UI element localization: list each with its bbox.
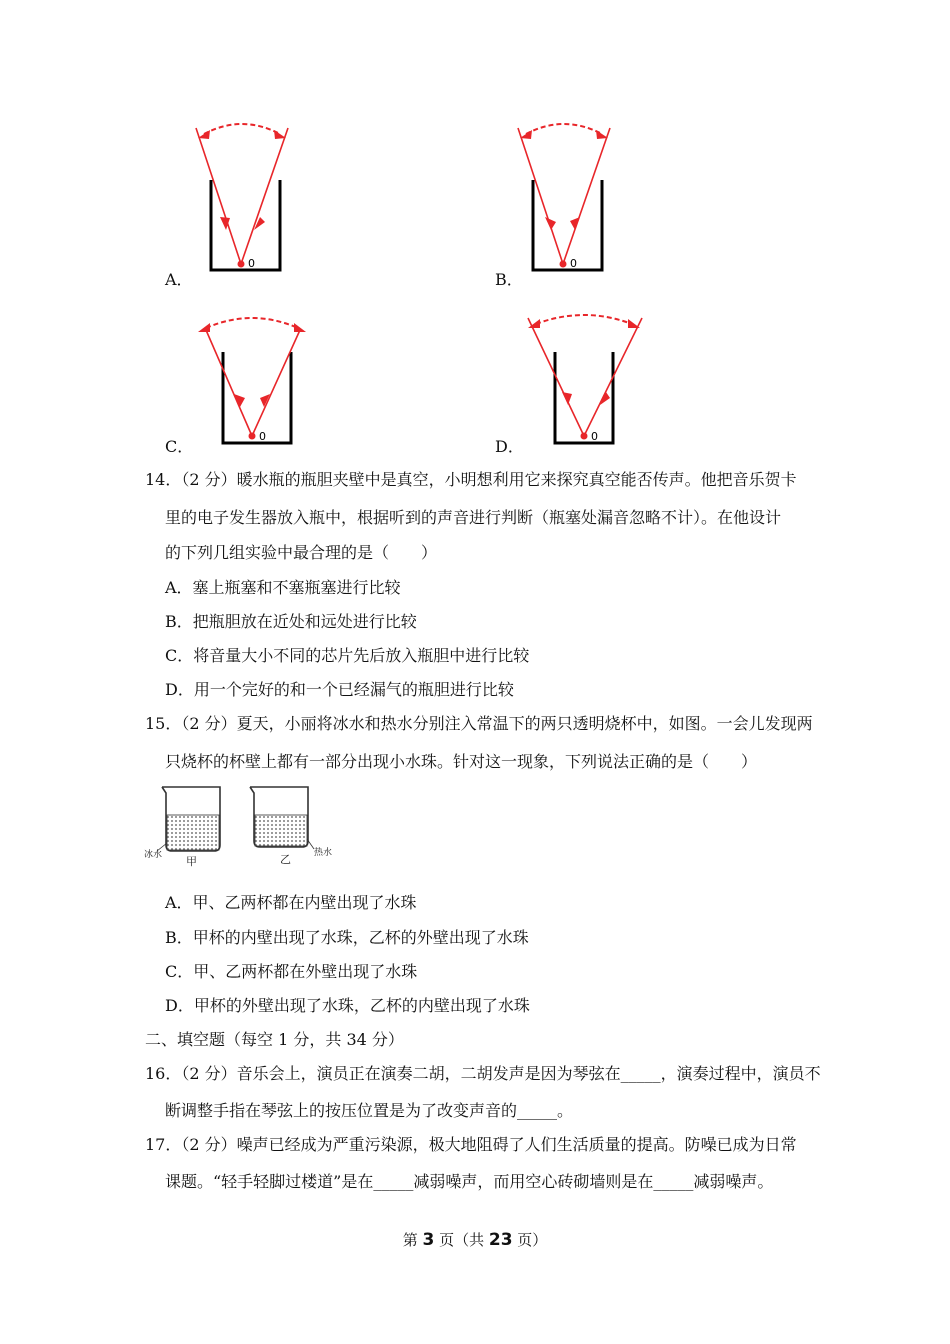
option-d-figure	[522, 312, 647, 447]
q17-stem-line1: 17．（2 分）噪声已经成为严重污染源，极大地阻碍了人们生活质量的提高。防噪已成为日常	[145, 1135, 797, 1154]
q14-stem-line2: 里的电子发生器放入瓶中，根据听到的声音进行判断（瓶塞处漏音忽略不计）。在他设计	[165, 508, 782, 527]
beakers-figure	[142, 783, 342, 868]
q15-stem-line2: 只烧杯的杯壁上都有一部分出现小水珠。针对这一现象，下列说法正确的是（ ）	[165, 752, 758, 771]
point-zero-label: 0	[248, 257, 255, 270]
footer-prefix: 第	[402, 1231, 423, 1249]
option-a-figure	[190, 122, 300, 274]
point-zero-label: 0	[570, 257, 577, 270]
q15-option-c: C．甲、乙两杯都在外壁出现了水珠	[165, 962, 418, 981]
page-footer	[0, 1229, 950, 1250]
q14-option-a: A．塞上瓶塞和不塞瓶塞进行比较	[165, 578, 401, 597]
footer-suffix: 页）	[512, 1231, 548, 1249]
point-zero-label: 0	[591, 430, 598, 443]
label-hot-water: 热水	[314, 848, 333, 858]
q14-option-b: B．把瓶胆放在近处和远处进行比较	[165, 612, 417, 631]
option-c-label: C．	[165, 437, 194, 456]
q14-stem-line1: 14．（2 分）暖水瓶的瓶胆夹壁中是真空，小明想利用它来探究真空能否传声。他把音乐贺卡	[145, 470, 797, 489]
q15-option-d: D．甲杯的外壁出现了水珠，乙杯的内壁出现了水珠	[165, 996, 530, 1015]
footer-middle: 页（共	[434, 1231, 489, 1249]
q14-stem-line3: 的下列几组实验中最合理的是（ ）	[165, 543, 438, 562]
option-d-label: D．	[495, 437, 524, 456]
label-ice-water: 冰水	[144, 850, 163, 860]
q15-option-a: A．甲、乙两杯都在内壁出现了水珠	[165, 893, 417, 912]
option-b-label: B．	[495, 270, 523, 289]
point-zero-label: 0	[259, 430, 266, 443]
label-yi: 乙	[280, 853, 291, 866]
q14-option-d: D．用一个完好的和一个已经漏气的瓶胆进行比较	[165, 680, 514, 699]
q16-stem-line1: 16．（2 分）音乐会上，演员正在演奏二胡，二胡发声是因为琴弦在_____，演奏过程中，演员不	[145, 1064, 821, 1083]
option-a-label: A．	[165, 270, 193, 289]
option-b-figure	[512, 122, 622, 274]
footer-total-pages: 23	[488, 1230, 513, 1250]
option-c-figure	[190, 312, 315, 447]
q15-option-b: B．甲杯的内壁出现了水珠，乙杯的外壁出现了水珠	[165, 928, 529, 947]
q17-stem-line2: 课题。“轻手轻脚过楼道”是在_____减弱噪声，而用空心砖砌墙则是在_____减弱噪声。	[165, 1172, 774, 1191]
section-2-heading: 二、填空题（每空 1 分，共 34 分）	[145, 1030, 404, 1049]
q15-stem-line1: 15．（2 分）夏天，小丽将冰水和热水分别注入常温下的两只透明烧杯中，如图。一会儿发现两	[145, 714, 813, 733]
footer-page-number: 3	[422, 1230, 435, 1250]
q16-stem-line2: 断调整手指在琴弦上的按压位置是为了改变声音的_____。	[165, 1101, 574, 1120]
label-jia: 甲	[186, 855, 197, 868]
q14-option-c: C．将音量大小不同的芯片先后放入瓶胆中进行比较	[165, 646, 530, 665]
